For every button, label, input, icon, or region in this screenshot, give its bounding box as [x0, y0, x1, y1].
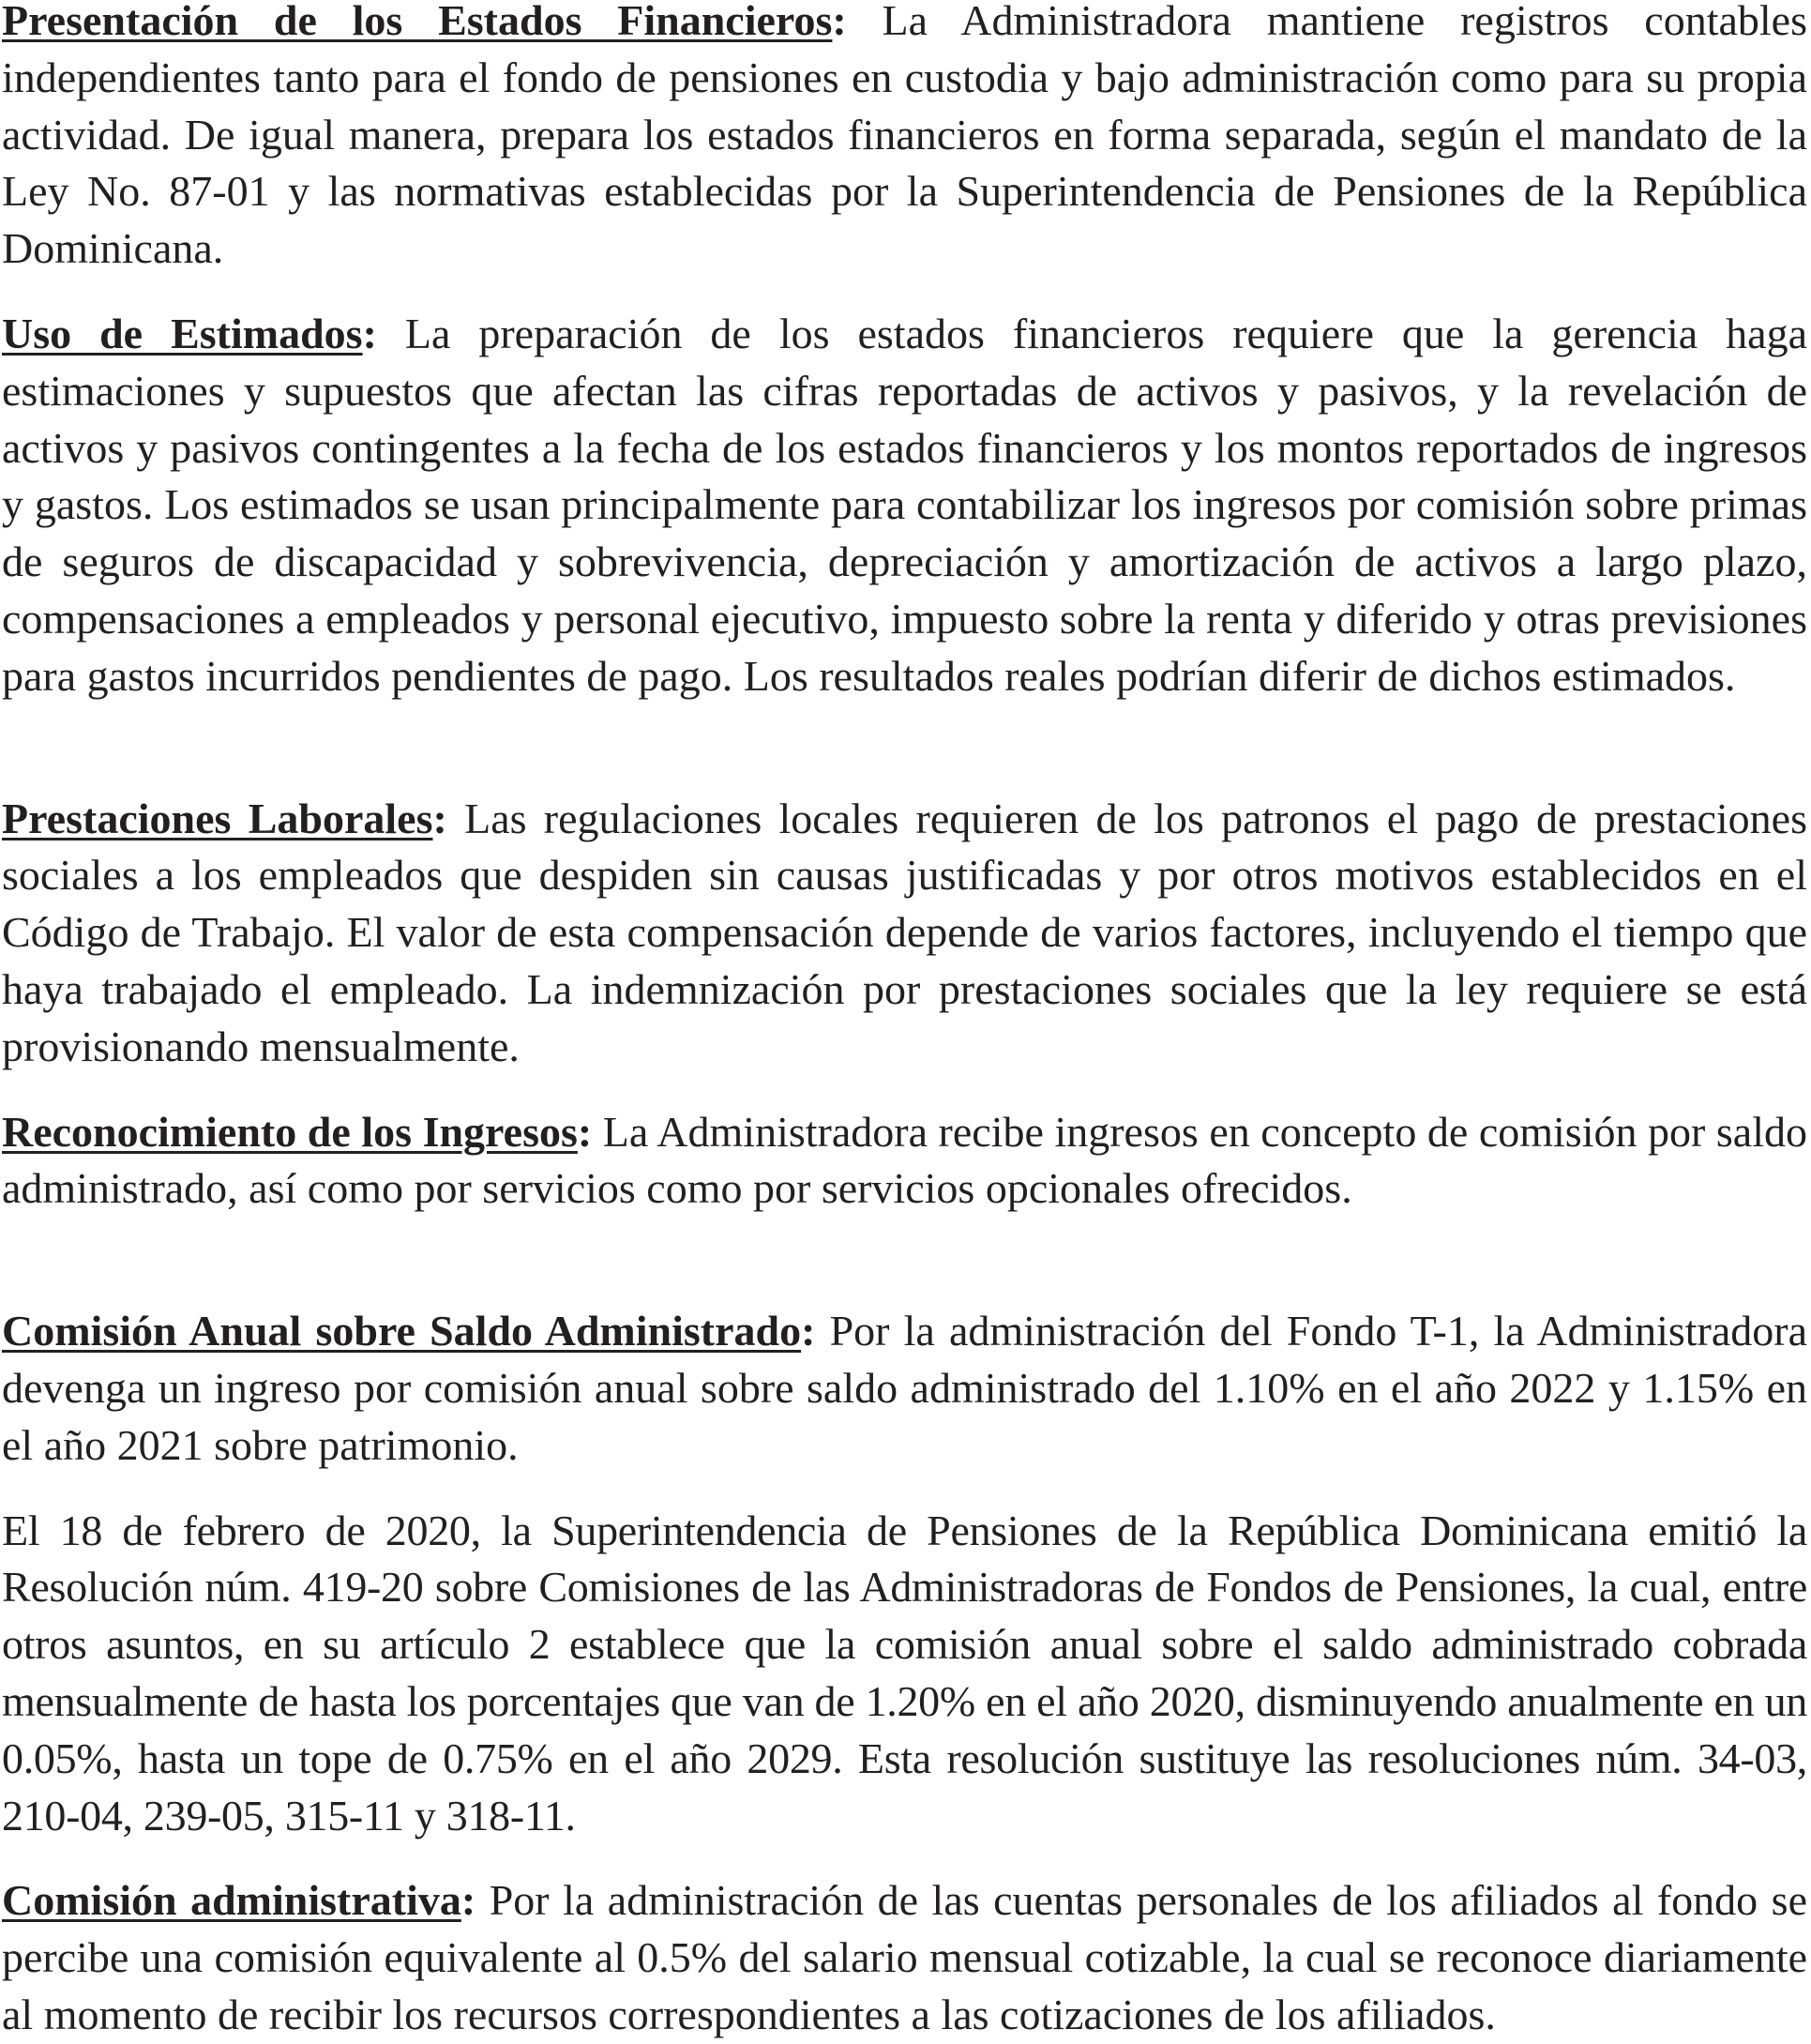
body-reconocimiento-ingresos: La Administradora recibe ingresos en concepto de comisión por saldo administrado, así como por servicios como por servicios opcionales ofrecidos.: [2, 1107, 1807, 1213]
heading-presentacion-estados-financieros: Presentación de los Estados Financieros:: [2, 0, 847, 44]
heading-prestaciones-laborales: Prestaciones Laborales:: [2, 794, 447, 842]
heading-reconocimiento-ingresos: Reconocimiento de los Ingresos:: [2, 1107, 593, 1156]
paragraph-prestaciones-laborales: [2, 791, 1807, 1076]
heading-comision-administrativa: Comisión administrativa:: [2, 1876, 476, 1925]
paragraph-comision-administrativa: [2, 1872, 1807, 2043]
heading-uso-de-estimados: Uso de Estimados:: [2, 309, 377, 357]
heading-comision-anual-saldo: Comisión Anual sobre Saldo Administrado:: [2, 1307, 816, 1355]
paragraph-uso-de-estimados: [2, 306, 1807, 705]
document-page: [2, 0, 1807, 2044]
paragraph-reconocimiento-ingresos: [2, 1104, 1807, 1219]
body-resolucion-419-20: El 18 de febrero de 2020, la Superintendencia de Pensiones de la República Dominicana emitió la Resolución núm. 419-20 sobre Comisiones de las Administradoras de Fondos de Pensiones, la cual, entre otros asuntos, en su artículo 2 establece que la comisión anual sobre el saldo administrado cobrada mensualmente de hasta los porcentajes que van de 1.20% en el año 2020, disminuyendo anualmente en un 0.05%, hasta un tope de 0.75% en el año 2029. Esta resolución sustituye las resoluciones núm. 34-03, 210-04, 239-05, 315-11 y 318-11.: [2, 1506, 1807, 1840]
body-prestaciones-laborales: Las regulaciones locales requieren de los patronos el pago de prestaciones sociales a los empleados que despiden sin causas justificadas y por otros motivos establecidos en el Código de Trabajo. El valor de esta compensación depende de varios factores, incluyendo el tiempo que haya trabajado el empleado. La indemnización por prestaciones sociales que la ley requiere se está provisionando mensualmente.: [2, 794, 1807, 1070]
paragraph-presentacion-estados-financieros: [2, 0, 1807, 278]
paragraph-comision-anual-saldo: [2, 1303, 1807, 1474]
body-comision-administrativa: Por la administración de las cuentas personales de los afiliados al fondo se percibe una comisión equivalente al 0.5% del salario mensual cotizable, la cual se reconoce diariamente al momento de recibir los recursos correspondientes a las cotizaciones de los afiliados.: [2, 1876, 1807, 2038]
body-presentacion-estados-financieros: La Administradora mantiene registros contables independientes tanto para el fondo de pensiones en custodia y bajo administración como para su propia actividad. De igual manera, prepara los estados financieros en forma separada, según el mandato de la Ley No. 87-01 y las normativas establecidas por la Superintendencia de Pensiones de la República Dominicana.: [2, 0, 1808, 273]
body-uso-de-estimados: La preparación de los estados financieros requiere que la gerencia haga estimaciones y supuestos que afectan las cifras reportadas de activos y pasivos, y la revelación de activos y pasivos contingentes a la fecha de los estados financieros y los montos reportados de ingresos y gastos. Los estimados se usan principalmente para contabilizar los ingresos por comisión sobre primas de seguros de discapacidad y sobrevivencia, depreciación y amortización de activos a largo plazo, compensaciones a empleados y personal ejecutivo, impuesto sobre la renta y diferido y otras previsiones para gastos incurridos pendientes de pago. Los resultados reales podrían diferir de dichos estimados.: [2, 309, 1807, 700]
body-comision-anual-saldo: Por la administración del Fondo T-1, la Administradora devenga un ingreso por comisión anual sobre saldo administrado del 1.10% en el año 2022 y 1.15% en el año 2021 sobre patrimonio.: [2, 1307, 1808, 1469]
paragraph-resolucion-419-20: [2, 1503, 1807, 1845]
